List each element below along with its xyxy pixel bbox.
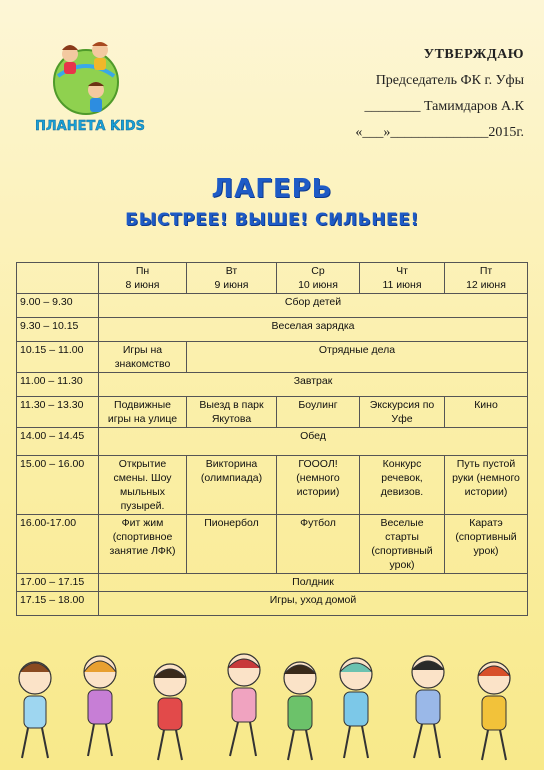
activity-cell: Викторина (олимпиада) <box>187 456 277 515</box>
page-title: ЛАГЕРЬ <box>211 174 333 204</box>
activity-cell: Сбор детей <box>99 294 528 318</box>
table-row <box>17 592 528 616</box>
child-figure <box>412 656 444 758</box>
activity-cell: Открытие смены. Шоу мыльных пузырей. <box>99 456 187 515</box>
logo-text: ПЛАНЕТА KIDS <box>34 119 146 134</box>
table-row <box>17 574 528 592</box>
activity-cell: Веселая зарядка <box>99 318 528 342</box>
table-row <box>17 294 528 318</box>
activity-cell: Каратэ (спортивный урок) <box>445 515 528 574</box>
activity-cell: Экскурсия по Уфе <box>360 397 445 428</box>
activity-cell: Конкурс речевок, девизов. <box>360 456 445 515</box>
activity-cell: Боулинг <box>277 397 360 428</box>
time-cell: 9.00 – 9.30 <box>17 294 99 318</box>
day-header: Пт 12 июня <box>445 263 528 294</box>
day-header: Ср 10 июня <box>277 263 360 294</box>
activity-cell: Подвижные игры на улице <box>99 397 187 428</box>
day-header: Вт 9 июня <box>187 263 277 294</box>
activity-cell: Веселые старты (спортивный урок) <box>360 515 445 574</box>
time-cell: 17.15 – 18.00 <box>17 592 99 616</box>
page-subtitle: БЫСТРЕЕ! ВЫШЕ! СИЛЬНЕЕ! <box>125 210 419 230</box>
activity-cell: Путь пустой руки (немного истории) <box>445 456 528 515</box>
activity-cell: Фит жим (спортивное занятие ЛФК) <box>99 515 187 574</box>
time-cell: 14.00 – 14.45 <box>17 428 99 456</box>
day-header: Чт 11 июня <box>360 263 445 294</box>
activity-cell: Пионербол <box>187 515 277 574</box>
activity-cell: Футбол <box>277 515 360 574</box>
table-row <box>17 318 528 342</box>
activity-cell: Полдник <box>99 574 528 592</box>
activity-cell: Игры на знакомство <box>99 342 187 373</box>
time-cell: 9.30 – 10.15 <box>17 318 99 342</box>
table-row <box>17 456 528 515</box>
time-cell: 11.30 – 13.30 <box>17 397 99 428</box>
child-figure <box>478 662 510 760</box>
time-cell: 16.00-17.00 <box>17 515 99 574</box>
child-figure <box>154 664 186 760</box>
approval-position: Председатель ФК г. Уфы <box>375 73 524 88</box>
child-figure <box>340 658 372 758</box>
activity-cell: Обед <box>99 428 528 456</box>
time-cell: 15.00 – 16.00 <box>17 456 99 515</box>
table-row <box>17 342 528 373</box>
approval-signature: ________ Тамимдаров А.К <box>364 99 524 114</box>
child-figure <box>19 662 51 758</box>
table-header-row <box>17 263 528 294</box>
activity-cell: ГОООЛ! (немного истории) <box>277 456 360 515</box>
table-row <box>17 515 528 574</box>
schedule-table <box>16 262 528 616</box>
day-header: Пн 8 июня <box>99 263 187 294</box>
approval-date: «___»______________2015г. <box>355 125 524 140</box>
child-figure <box>284 662 316 760</box>
approval-block <box>334 42 524 146</box>
planeta-kids-logo <box>28 36 158 136</box>
activity-cell: Кино <box>445 397 528 428</box>
table-row <box>17 428 528 456</box>
activity-cell: Завтрак <box>99 373 528 397</box>
time-cell: 10.15 – 11.00 <box>17 342 99 373</box>
activity-cell: Игры, уход домой <box>99 592 528 616</box>
activity-cell: Отрядные дела <box>187 342 528 373</box>
table-row <box>17 373 528 397</box>
child-figure <box>228 654 260 756</box>
table-row <box>17 397 528 428</box>
time-header-cell <box>17 263 99 294</box>
children-illustration <box>0 650 544 770</box>
time-cell: 11.00 – 11.30 <box>17 373 99 397</box>
activity-cell: Выезд в парк Якутова <box>187 397 277 428</box>
child-figure <box>84 656 116 756</box>
time-cell: 17.00 – 17.15 <box>17 574 99 592</box>
approval-title: УТВЕРЖДАЮ <box>423 47 524 62</box>
